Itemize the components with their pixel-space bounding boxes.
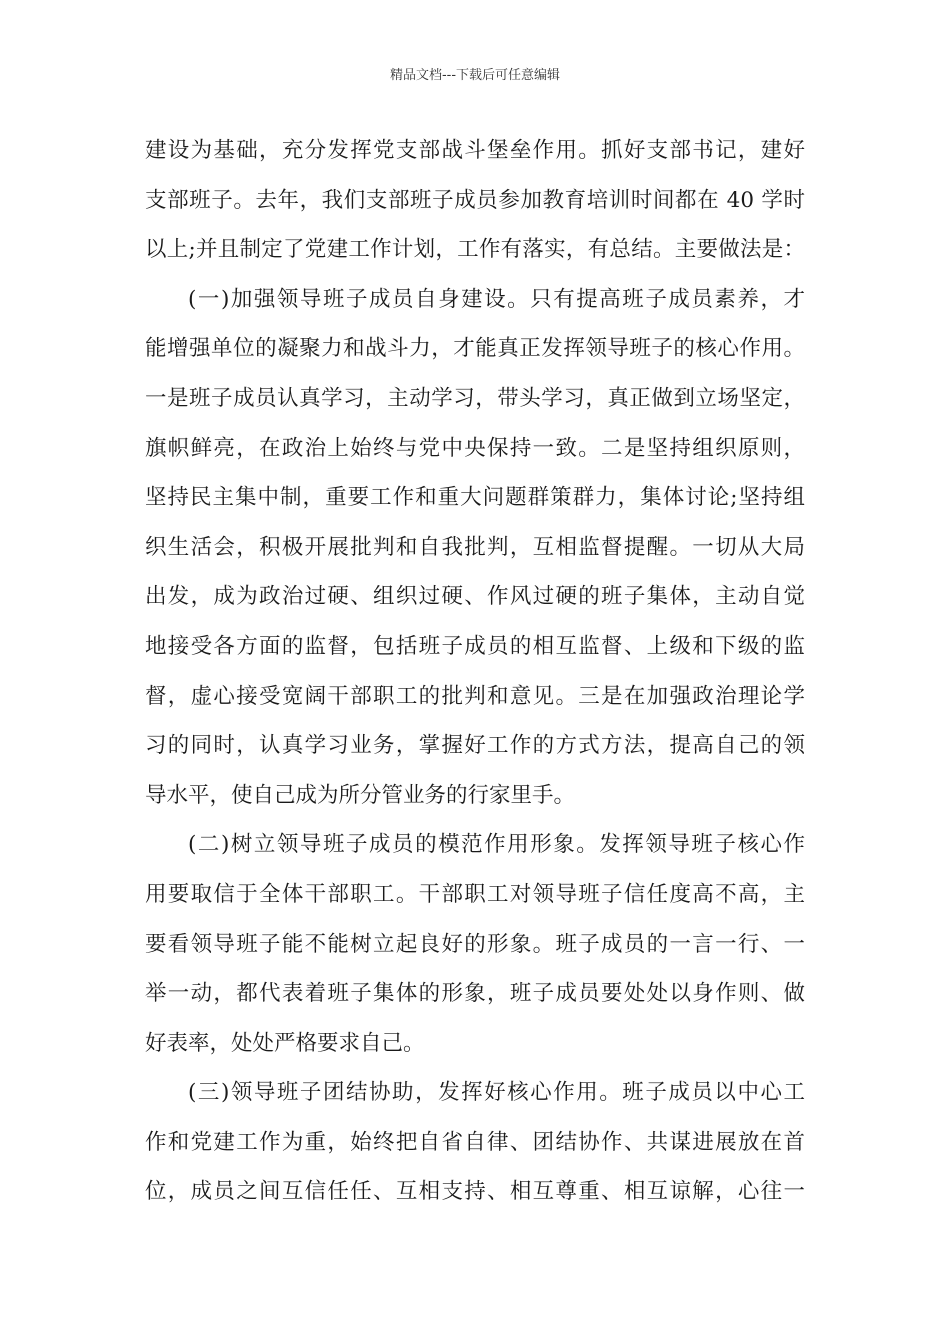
text-line: 旗帜鲜亮，在政治上始终与党中央保持一致。二是坚持组织原则， [145,435,805,461]
text-line: (二)树立领导班子成员的模范作用形象。发挥领导班子核心作 [188,832,805,858]
text-line: 习的同时，认真学习业务，掌握好工作的方式方法，提高自己的领 [145,733,805,759]
text-line: 好表率，处处严格要求自己。 [145,1030,425,1056]
text-line: 要看领导班子能不能树立起良好的形象。班子成员的一言一行、一 [145,931,805,957]
text-line: 一是班子成员认真学习，主动学习，带头学习，真正做到立场坚定， [145,385,805,411]
text-line: 建设为基础，充分发挥党支部战斗堡垒作用。抓好支部书记，建好 [145,138,805,163]
text-line: 坚持民主集中制，重要工作和重大问题群策群力，集体讨论;坚持组 [145,485,805,511]
text-line: 导水平，使自己成为所分管业务的行家里手。 [145,782,576,808]
text-line: 举一动，都代表着班子集体的形象，班子成员要处处以身作则、做 [145,981,805,1007]
text-line: 位，成员之间互信任任、互相支持、相互尊重、相互谅解，心往一 [145,1179,805,1205]
text-line: 能增强单位的凝聚力和战斗力，才能真正发挥领导班子的核心作用。 [145,336,805,362]
text-line: (一)加强领导班子成员自身建设。只有提高班子成员素养，才 [188,286,805,312]
text-line: 支部班子。去年，我们支部班子成员参加教育培训时间都在 40 学时 [145,187,805,213]
document-body [145,126,805,1217]
text-line: 织生活会，积极开展批判和自我批判，互相监督提醒。一切从大局 [145,534,805,560]
text-line: 督，虚心接受宽阔干部职工的批判和意见。三是在加强政治理论学 [145,683,805,709]
text-line: (三)领导班子团结协助，发挥好核心作用。班子成员以中心工 [188,1080,805,1106]
text-line: 出发，成为政治过硬、组织过硬、作风过硬的班子集体，主动自觉 [145,584,805,610]
text-line: 地接受各方面的监督，包括班子成员的相互监督、上级和下级的监 [145,633,805,659]
text-line: 作和党建工作为重，始终把自省自律、团结协作、共谋进展放在首 [145,1129,805,1155]
text-line: 以上;并且制定了党建工作计划，工作有落实，有总结。主要做法是： [145,237,805,263]
page-header: 精品文档---下载后可任意编辑 [389,68,561,83]
text-line: 用要取信于全体干部职工。干部职工对领导班子信任度高不高，主 [145,881,805,907]
